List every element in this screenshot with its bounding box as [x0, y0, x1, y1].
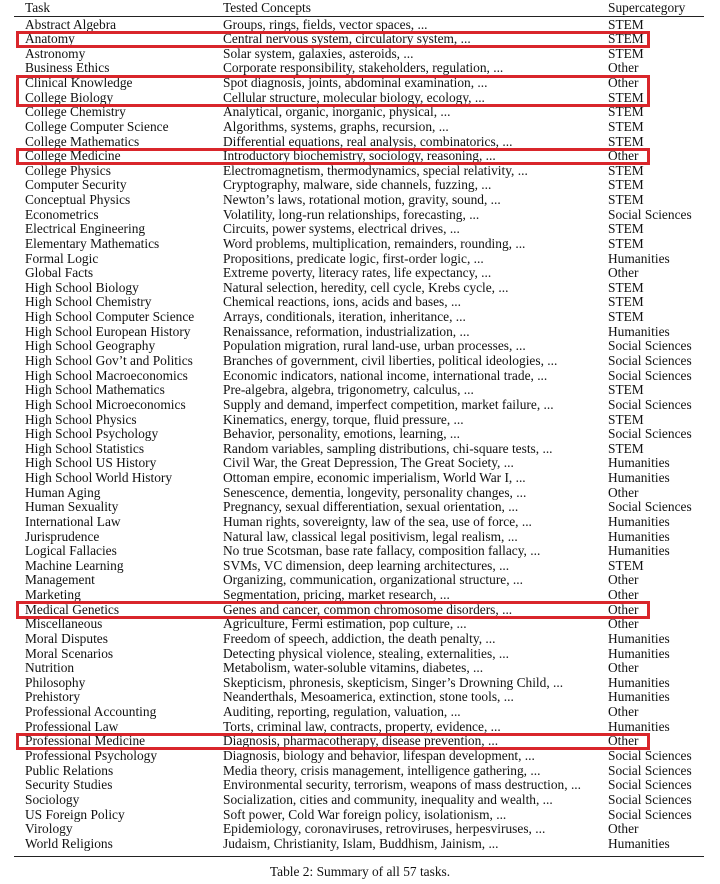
task-cell: College Mathematics: [25, 133, 140, 149]
concepts-cell: Renaissance, reformation, industrialization, ...: [223, 323, 470, 339]
highlight-box: [16, 148, 650, 166]
table-row: [14, 837, 704, 852]
concepts-cell: Soft power, Cold War foreign policy, isolationism, ...: [223, 806, 507, 822]
supercategory-cell: Social Sciences: [608, 499, 692, 515]
supercategory-cell: STEM: [608, 382, 644, 398]
task-cell: Miscellaneous: [25, 616, 103, 632]
task-cell: Moral Disputes: [25, 630, 108, 646]
table-row: [14, 515, 704, 530]
concepts-cell: Neanderthals, Mesoamerica, extinction, stone tools, ...: [223, 689, 514, 705]
table-row: [14, 208, 704, 223]
supercategory-cell: STEM: [608, 294, 644, 310]
task-cell: High School Macroeconomics: [25, 367, 188, 383]
supercategory-cell: STEM: [608, 192, 644, 208]
supercategory-cell: Humanities: [608, 835, 670, 851]
task-cell: Sociology: [25, 791, 80, 807]
table-row: [14, 544, 704, 559]
supercategory-cell: STEM: [608, 279, 644, 295]
table-row: [14, 413, 704, 428]
task-cell: Human Sexuality: [25, 499, 119, 515]
task-cell: College Computer Science: [25, 118, 169, 134]
supercategory-cell: Social Sciences: [608, 748, 692, 763]
supercategory-cell: STEM: [608, 440, 644, 456]
supercategory-cell: Social Sciences: [608, 806, 692, 822]
supercategory-cell: Other: [608, 660, 639, 676]
supercategory-cell: Other: [608, 148, 639, 164]
table-row: [14, 661, 704, 676]
concepts-cell: Diagnosis, pharmacotherapy, disease prevention, ...: [223, 733, 499, 749]
concepts-cell: Torts, criminal law, contracts, property, evidence, ...: [223, 718, 501, 734]
supercategory-cell: Other: [608, 75, 639, 91]
task-cell: High School Psychology: [25, 426, 159, 442]
supercategory-cell: Humanities: [608, 470, 670, 486]
supercategory-cell: Humanities: [608, 323, 670, 339]
task-cell: High School Physics: [25, 411, 137, 427]
task-cell: Elementary Mathematics: [25, 235, 160, 251]
concepts-cell: Senescence, dementia, longevity, personality changes, ...: [223, 484, 527, 500]
supercategory-cell: STEM: [608, 557, 644, 573]
concepts-cell: SVMs, VC dimension, deep learning architectures, ...: [223, 557, 510, 573]
supercategory-cell: STEM: [608, 133, 644, 149]
concepts-cell: Circuits, power systems, electrical drives, ...: [223, 221, 460, 237]
supercategory-cell: STEM: [608, 309, 644, 325]
supercategory-cell: Social Sciences: [608, 206, 692, 222]
task-cell: Professional Law: [25, 718, 119, 734]
table-row: [14, 764, 704, 779]
concepts-cell: Natural selection, heredity, cell cycle, Krebs cycle, ...: [223, 279, 509, 295]
supercategory-cell: Humanities: [608, 250, 670, 266]
supercategory-cell: Humanities: [608, 645, 670, 661]
task-cell: International Law: [25, 513, 121, 529]
supercategory-cell: Social Sciences: [608, 338, 692, 354]
concepts-cell: Auditing, reporting, regulation, valuation, ...: [223, 704, 461, 720]
concepts-cell: Algorithms, systems, graphs, recursion, ...: [223, 118, 449, 134]
supercategory-cell: STEM: [608, 221, 644, 237]
table-row: [14, 808, 704, 823]
concepts-cell: Groups, rings, fields, vector spaces, ...: [223, 16, 428, 32]
concepts-cell: Analytical, organic, inorganic, physical, ...: [223, 104, 451, 120]
concepts-cell: Random variables, sampling distributions, chi-square tests, ...: [223, 440, 553, 456]
concepts-cell: No true Scotsman, base rate fallacy, composition fallacy, ...: [223, 543, 541, 559]
highlight-box: [16, 31, 650, 49]
task-cell: Logical Fallacies: [25, 543, 117, 559]
table-row: [14, 822, 704, 837]
table-row: [14, 442, 704, 457]
concepts-cell: Human rights, sovereignty, law of the sea, use of force, ...: [223, 513, 532, 529]
concepts-cell: Economic indicators, national income, international trade, ...: [223, 367, 548, 383]
supercategory-cell: Humanities: [608, 455, 670, 471]
task-cell: College Chemistry: [25, 104, 126, 120]
supercategory-cell: STEM: [608, 235, 644, 251]
task-cell: Abstract Algebra: [25, 16, 117, 32]
task-cell: Computer Security: [25, 177, 127, 193]
concepts-cell: Pregnancy, sexual differentiation, sexual orientation, ...: [223, 499, 519, 515]
task-cell: High School Computer Science: [25, 309, 195, 325]
concepts-cell: Freedom of speech, addiction, the death penalty, ...: [223, 630, 496, 646]
supercategory-cell: Other: [608, 265, 639, 281]
table-row: [14, 383, 704, 398]
table-row: [14, 164, 704, 179]
table-row: [14, 339, 704, 354]
task-cell: High School Gov’t and Politics: [25, 352, 193, 368]
task-cell: Jurisprudence: [25, 528, 100, 544]
concepts-cell: Electromagnetism, thermodynamics, special relativity, ...: [223, 162, 528, 178]
table-header-row: [14, 1, 704, 16]
task-cell: Anatomy: [25, 31, 75, 47]
table-row: [14, 252, 704, 267]
concepts-cell: Civil War, the Great Depression, The Great Society, ...: [223, 455, 514, 471]
task-cell: Machine Learning: [25, 557, 124, 573]
table-row: [14, 632, 704, 647]
task-cell: High School Chemistry: [25, 294, 152, 310]
table-row: [14, 105, 704, 120]
table-row: [14, 398, 704, 413]
concepts-cell: Genes and cancer, common chromosome disorders, ...: [223, 601, 513, 617]
task-cell: Electrical Engineering: [25, 221, 146, 237]
concepts-cell: Socialization, cities and community, inequality and wealth, ...: [223, 791, 553, 807]
concepts-cell: Volatility, long-run relationships, forecasting, ...: [223, 206, 480, 222]
concepts-cell: Organizing, communication, organizational structure, ...: [223, 572, 523, 588]
table-row: [14, 573, 704, 588]
supercategory-cell: Humanities: [608, 718, 670, 734]
task-cell: US Foreign Policy: [25, 806, 125, 822]
task-cell: Human Aging: [25, 484, 101, 500]
task-cell: Conceptual Physics: [25, 192, 131, 208]
table-row: [14, 295, 704, 310]
concepts-cell: Spot diagnosis, joints, abdominal examination, ...: [223, 75, 488, 91]
highlight-box: [16, 733, 650, 751]
table-row: [14, 690, 704, 705]
supercategory-cell: STEM: [608, 177, 644, 193]
table-row: [14, 325, 704, 340]
task-cell: Econometrics: [25, 206, 99, 222]
table-row: [14, 793, 704, 808]
task-cell: High School Biology: [25, 279, 139, 295]
supercategory-cell: STEM: [608, 16, 644, 32]
highlight-box: [16, 75, 650, 107]
concepts-cell: Branches of government, civil liberties, political ideologies, ...: [223, 352, 558, 368]
table-row: [14, 778, 704, 793]
task-cell: Virology: [25, 821, 73, 837]
header-supercategory: Supercategory: [608, 0, 686, 15]
table-row: [14, 500, 704, 515]
table-row: [14, 222, 704, 237]
concepts-cell: Judaism, Christianity, Islam, Buddhism, Jainism, ...: [223, 835, 499, 851]
task-cell: College Biology: [25, 89, 114, 105]
table-row: [14, 705, 704, 720]
concepts-cell: Segmentation, pricing, market research, ...: [223, 587, 450, 603]
supercategory-cell: Other: [608, 587, 639, 603]
concepts-cell: Newton’s laws, rotational motion, gravity, sound, ...: [223, 192, 501, 208]
concepts-cell: Propositions, predicate logic, first-order logic, ...: [223, 250, 484, 266]
highlight-box: [16, 601, 650, 619]
concepts-cell: Cryptography, malware, side channels, fuzzing, ...: [223, 177, 492, 193]
concepts-cell: Media theory, crisis management, intelligence gathering, ...: [223, 762, 541, 778]
concepts-cell: Agriculture, Fermi estimation, pop culture, ...: [223, 616, 467, 632]
task-cell: Nutrition: [25, 660, 75, 676]
table-row: [14, 749, 704, 764]
supercategory-cell: Humanities: [608, 674, 670, 690]
table-row: [14, 354, 704, 369]
table-row: [14, 456, 704, 471]
supercategory-cell: Other: [608, 601, 639, 617]
concepts-cell: Environmental security, terrorism, weapons of mass destruction, ...: [223, 777, 581, 793]
concepts-cell: Detecting physical violence, stealing, externalities, ...: [223, 645, 509, 661]
supercategory-cell: Humanities: [608, 543, 670, 559]
task-cell: High School Statistics: [25, 440, 145, 456]
concepts-cell: Introductory biochemistry, sociology, reasoning, ...: [223, 148, 496, 164]
supercategory-cell: STEM: [608, 31, 644, 47]
header-tested-concepts: Tested Concepts: [223, 0, 311, 15]
supercategory-cell: Other: [608, 616, 639, 632]
task-cell: College Medicine: [25, 148, 121, 164]
header-task: Task: [25, 0, 51, 15]
supercategory-cell: STEM: [608, 45, 644, 61]
concepts-cell: Solar system, galaxies, asteroids, ...: [223, 45, 414, 61]
concepts-cell: Population migration, rural land-use, urban processes, ...: [223, 338, 526, 354]
task-cell: Professional Medicine: [25, 733, 146, 749]
supercategory-cell: Social Sciences: [608, 777, 692, 793]
supercategory-cell: Humanities: [608, 528, 670, 544]
supercategory-cell: STEM: [608, 118, 644, 134]
task-cell: High School World History: [25, 470, 173, 486]
supercategory-cell: Other: [608, 484, 639, 500]
table-row: [14, 647, 704, 662]
concepts-cell: Word problems, multiplication, remainders, rounding, ...: [223, 235, 526, 251]
table-row: [14, 369, 704, 384]
table-row: [14, 427, 704, 442]
supercategory-cell: Other: [608, 733, 639, 749]
supercategory-cell: Social Sciences: [608, 396, 692, 412]
supercategory-cell: Humanities: [608, 689, 670, 705]
concepts-cell: Cellular structure, molecular biology, ecology, ...: [223, 89, 485, 105]
task-cell: Management: [25, 572, 95, 588]
supercategory-cell: Social Sciences: [608, 762, 692, 778]
task-cell: Medical Genetics: [25, 601, 120, 617]
table-row: [14, 471, 704, 486]
concepts-cell: Skepticism, phronesis, skepticism, Singer’s Drowning Child, ...: [223, 674, 564, 690]
concepts-cell: Behavior, personality, emotions, learning, ...: [223, 426, 460, 442]
supercategory-cell: Social Sciences: [608, 426, 692, 442]
concepts-cell: Differential equations, real analysis, combinatorics, ...: [223, 133, 513, 149]
concepts-cell: Arrays, conditionals, iteration, inheritance, ...: [223, 309, 466, 325]
table-row: [14, 266, 704, 281]
task-cell: Public Relations: [25, 762, 114, 778]
task-cell: College Physics: [25, 162, 111, 178]
supercategory-cell: Humanities: [608, 513, 670, 529]
supercategory-cell: STEM: [608, 104, 644, 120]
task-cell: Business Ethics: [25, 60, 110, 76]
table-row: [14, 559, 704, 574]
task-cell: High School Microeconomics: [25, 396, 186, 412]
table-row: [14, 617, 704, 632]
task-cell: Philosophy: [25, 674, 86, 690]
concepts-cell: Diagnosis, biology and behavior, lifespan development, ...: [223, 748, 535, 763]
table-row: [14, 310, 704, 325]
concepts-cell: Ottoman empire, economic imperialism, World War I, ...: [223, 470, 526, 486]
table-row: [14, 676, 704, 691]
supercategory-cell: STEM: [608, 162, 644, 178]
table-row: [14, 486, 704, 501]
task-cell: Professional Accounting: [25, 704, 157, 720]
supercategory-cell: Other: [608, 704, 639, 720]
table-row: [14, 193, 704, 208]
supercategory-cell: STEM: [608, 411, 644, 427]
task-cell: Formal Logic: [25, 250, 99, 266]
supercategory-cell: Other: [608, 60, 639, 76]
task-cell: Security Studies: [25, 777, 113, 793]
bottom-rule: [14, 856, 704, 857]
task-cell: World Religions: [25, 835, 113, 851]
table-row: [14, 237, 704, 252]
table-row: [14, 120, 704, 135]
table-row: [14, 178, 704, 193]
table-row: [14, 47, 704, 62]
task-cell: Marketing: [25, 587, 81, 603]
table-caption: Table 2: Summary of all 57 tasks.: [269, 864, 451, 879]
task-cell: Prehistory: [25, 689, 81, 705]
concepts-cell: Pre-algebra, algebra, trigonometry, calculus, ...: [223, 382, 474, 398]
task-cell: Global Facts: [25, 265, 94, 281]
table-row: [14, 530, 704, 545]
supercategory-cell: Social Sciences: [608, 367, 692, 383]
task-cell: High School European History: [25, 323, 191, 339]
supercategory-cell: STEM: [608, 89, 644, 105]
task-cell: High School Mathematics: [25, 382, 165, 398]
concepts-cell: Supply and demand, imperfect competition, market failure, ...: [223, 396, 554, 412]
supercategory-cell: Other: [608, 572, 639, 588]
concepts-cell: Corporate responsibility, stakeholders, regulation, ...: [223, 60, 504, 76]
concepts-cell: Epidemiology, coronaviruses, retroviruses, herpesviruses, ...: [223, 821, 546, 837]
task-cell: Clinical Knowledge: [25, 75, 133, 91]
supercategory-cell: Social Sciences: [608, 791, 692, 807]
task-cell: Professional Psychology: [25, 748, 158, 763]
task-cell: High School Geography: [25, 338, 156, 354]
table-row: [14, 281, 704, 296]
concepts-cell: Kinematics, energy, torque, fluid pressure, ...: [223, 411, 464, 427]
task-cell: High School US History: [25, 455, 157, 471]
task-cell: Astronomy: [25, 45, 86, 61]
concepts-cell: Extreme poverty, literacy rates, life expectancy, ...: [223, 265, 492, 281]
concepts-cell: Central nervous system, circulatory system, ...: [223, 31, 471, 47]
supercategory-cell: Other: [608, 821, 639, 837]
supercategory-cell: Humanities: [608, 630, 670, 646]
concepts-cell: Metabolism, water-soluble vitamins, diabetes, ...: [223, 660, 484, 676]
supercategory-cell: Social Sciences: [608, 352, 692, 368]
task-cell: Moral Scenarios: [25, 645, 114, 661]
concepts-cell: Chemical reactions, ions, acids and bases, ...: [223, 294, 461, 310]
concepts-cell: Natural law, classical legal positivism, legal realism, ...: [223, 528, 518, 544]
